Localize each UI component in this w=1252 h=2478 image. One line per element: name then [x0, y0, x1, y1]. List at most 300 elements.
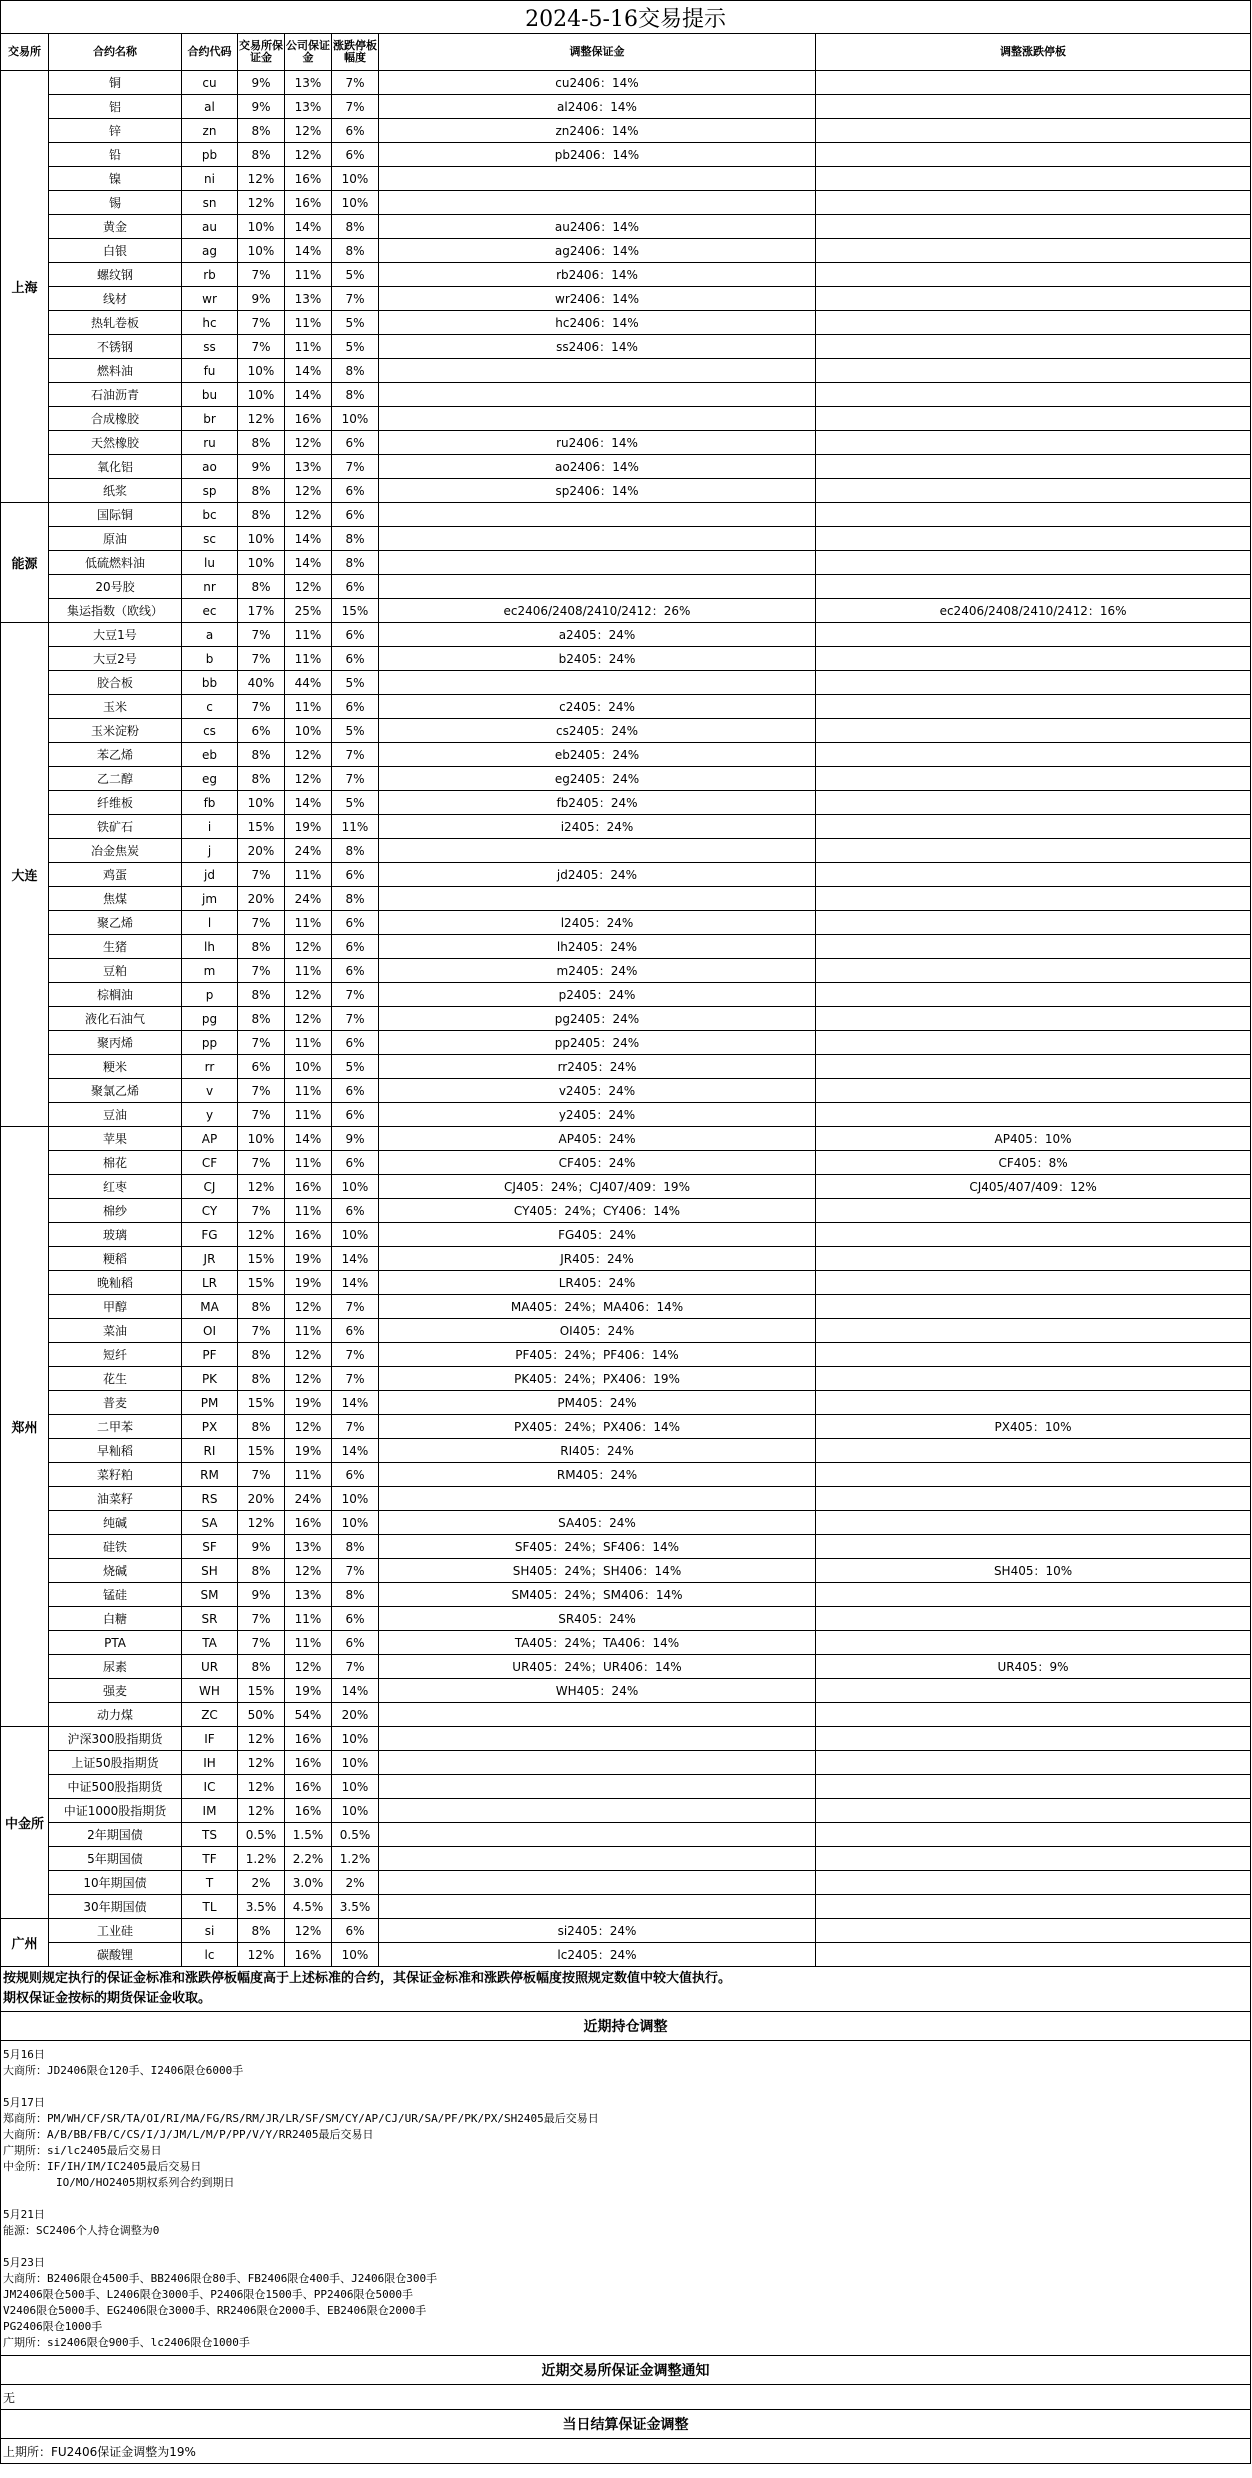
adjusted-margin-cell: JR405：24%	[379, 1247, 816, 1271]
contract-name-cell: 合成橡胶	[49, 407, 182, 431]
table-row	[1, 887, 1251, 911]
adjusted-margin-cell: CY405：24%；CY406：14%	[379, 1199, 816, 1223]
table-row	[1, 1703, 1251, 1727]
contract-name-cell: 聚丙烯	[49, 1031, 182, 1055]
contract-name-cell: 粳米	[49, 1055, 182, 1079]
table-row	[1, 1679, 1251, 1703]
adjusted-limit-cell	[816, 647, 1251, 671]
adjusted-limit-cell	[816, 503, 1251, 527]
table-row	[1, 263, 1251, 287]
contract-name-cell: 工业硅	[49, 1919, 182, 1943]
adjusted-limit-cell	[816, 1223, 1251, 1247]
adjusted-margin-cell	[379, 1727, 816, 1751]
adjusted-margin-cell: ss2406：14%	[379, 335, 816, 359]
adjusted-margin-cell	[379, 1751, 816, 1775]
adjusted-limit-cell	[816, 1007, 1251, 1031]
exchange-margin-cell: 12%	[238, 1943, 285, 1967]
price-limit-cell: 10%	[332, 1727, 379, 1751]
adjusted-margin-cell: b2405：24%	[379, 647, 816, 671]
adjusted-limit-cell	[816, 623, 1251, 647]
header-contract-name: 合约名称	[49, 34, 182, 71]
company-margin-cell: 11%	[285, 647, 332, 671]
adjusted-limit-cell	[816, 815, 1251, 839]
adjusted-margin-cell: RM405：24%	[379, 1463, 816, 1487]
table-row	[1, 119, 1251, 143]
adjusted-margin-cell: sp2406：14%	[379, 479, 816, 503]
table-row	[1, 527, 1251, 551]
table-row	[1, 1127, 1251, 1151]
contract-name-cell: 低硫燃料油	[49, 551, 182, 575]
company-margin-cell: 12%	[285, 935, 332, 959]
company-margin-cell: 19%	[285, 1247, 332, 1271]
exchange-margin-cell: 12%	[238, 1727, 285, 1751]
exchange-margin-cell: 8%	[238, 479, 285, 503]
price-limit-cell: 10%	[332, 1487, 379, 1511]
adjusted-limit-cell	[816, 191, 1251, 215]
contract-code-cell: OI	[182, 1319, 238, 1343]
contract-code-cell: nr	[182, 575, 238, 599]
exchange-margin-cell: 7%	[238, 1079, 285, 1103]
adjusted-limit-cell: CJ405/407/409：12%	[816, 1175, 1251, 1199]
adjusted-margin-cell	[379, 503, 816, 527]
company-margin-cell: 12%	[285, 119, 332, 143]
exchange-margin-cell: 12%	[238, 1775, 285, 1799]
contract-code-cell: si	[182, 1919, 238, 1943]
contract-code-cell: CY	[182, 1199, 238, 1223]
table-row	[1, 671, 1251, 695]
price-limit-cell: 6%	[332, 935, 379, 959]
contract-name-cell: 晚籼稻	[49, 1271, 182, 1295]
adjusted-limit-cell: CF405：8%	[816, 1151, 1251, 1175]
contract-code-cell: rb	[182, 263, 238, 287]
price-limit-cell: 10%	[332, 1799, 379, 1823]
header-price-limit: 涨跌停板幅度	[332, 34, 379, 71]
adjusted-margin-cell: ao2406：14%	[379, 455, 816, 479]
contract-name-cell: 锡	[49, 191, 182, 215]
table-row	[1, 479, 1251, 503]
contract-code-cell: UR	[182, 1655, 238, 1679]
adjusted-margin-cell	[379, 191, 816, 215]
exchange-margin-cell: 8%	[238, 1007, 285, 1031]
adjusted-limit-cell: UR405：9%	[816, 1655, 1251, 1679]
exchange-margin-cell: 8%	[238, 1559, 285, 1583]
contract-code-cell: SA	[182, 1511, 238, 1535]
adjusted-limit-cell	[816, 527, 1251, 551]
company-margin-cell: 11%	[285, 263, 332, 287]
exchange-margin-cell: 9%	[238, 1535, 285, 1559]
exchange-cell: 大连	[1, 623, 49, 1127]
price-limit-cell: 6%	[332, 959, 379, 983]
adjusted-limit-cell	[816, 695, 1251, 719]
contract-code-cell: ni	[182, 167, 238, 191]
company-margin-cell: 10%	[285, 719, 332, 743]
adjusted-limit-cell	[816, 311, 1251, 335]
contract-code-cell: AP	[182, 1127, 238, 1151]
header-adjusted-limit: 调整涨跌停板	[816, 34, 1251, 71]
adjusted-margin-cell: lh2405：24%	[379, 935, 816, 959]
price-limit-cell: 8%	[332, 1535, 379, 1559]
price-limit-cell: 6%	[332, 1103, 379, 1127]
adjusted-limit-cell	[816, 431, 1251, 455]
company-margin-cell: 12%	[285, 1559, 332, 1583]
contract-code-cell: TS	[182, 1823, 238, 1847]
contract-code-cell: hc	[182, 311, 238, 335]
table-row	[1, 1223, 1251, 1247]
adjusted-limit-cell	[816, 1463, 1251, 1487]
price-limit-cell: 8%	[332, 239, 379, 263]
company-margin-cell: 14%	[285, 383, 332, 407]
adjusted-limit-cell	[816, 71, 1251, 95]
table-row	[1, 719, 1251, 743]
contract-code-cell: ZC	[182, 1703, 238, 1727]
table-row	[1, 1079, 1251, 1103]
company-margin-cell: 44%	[285, 671, 332, 695]
adjusted-margin-cell: CF405：24%	[379, 1151, 816, 1175]
table-row	[1, 1271, 1251, 1295]
table-row	[1, 911, 1251, 935]
table-row	[1, 959, 1251, 983]
header-contract-code: 合约代码	[182, 34, 238, 71]
exchange-cell: 郑州	[1, 1127, 49, 1727]
contract-code-cell: PM	[182, 1391, 238, 1415]
contract-code-cell: T	[182, 1871, 238, 1895]
company-margin-cell: 11%	[285, 863, 332, 887]
company-margin-cell: 11%	[285, 695, 332, 719]
company-margin-cell: 12%	[285, 1007, 332, 1031]
contract-name-cell: 粳稻	[49, 1247, 182, 1271]
contract-name-cell: 普麦	[49, 1391, 182, 1415]
adjusted-limit-cell	[816, 983, 1251, 1007]
company-margin-cell: 19%	[285, 1271, 332, 1295]
exchange-margin-cell: 7%	[238, 863, 285, 887]
contract-name-cell: 动力煤	[49, 1703, 182, 1727]
price-limit-cell: 7%	[332, 455, 379, 479]
adjusted-margin-cell: CJ405：24%；CJ407/409：19%	[379, 1175, 816, 1199]
contract-code-cell: bb	[182, 671, 238, 695]
contract-name-cell: 纯碱	[49, 1511, 182, 1535]
price-limit-cell: 6%	[332, 1607, 379, 1631]
adjusted-margin-cell: zn2406：14%	[379, 119, 816, 143]
exchange-margin-cell: 7%	[238, 335, 285, 359]
contract-code-cell: sp	[182, 479, 238, 503]
contract-name-cell: 铁矿石	[49, 815, 182, 839]
contract-name-cell: 30年期国债	[49, 1895, 182, 1919]
company-margin-cell: 14%	[285, 215, 332, 239]
exchange-margin-cell: 7%	[238, 959, 285, 983]
adjusted-margin-cell: cu2406：14%	[379, 71, 816, 95]
price-limit-cell: 8%	[332, 527, 379, 551]
contract-name-cell: 纤维板	[49, 791, 182, 815]
table-row	[1, 935, 1251, 959]
contract-code-cell: jd	[182, 863, 238, 887]
company-margin-cell: 14%	[285, 791, 332, 815]
exchange-margin-cell: 7%	[238, 623, 285, 647]
exchange-margin-cell: 12%	[238, 1751, 285, 1775]
table-row	[1, 1871, 1251, 1895]
contract-name-cell: 5年期国债	[49, 1847, 182, 1871]
adjusted-margin-cell	[379, 407, 816, 431]
company-margin-cell: 16%	[285, 1775, 332, 1799]
adjusted-limit-cell	[816, 887, 1251, 911]
contract-code-cell: y	[182, 1103, 238, 1127]
adjusted-limit-cell	[816, 263, 1251, 287]
company-margin-cell: 54%	[285, 1703, 332, 1727]
contract-code-cell: SF	[182, 1535, 238, 1559]
exchange-margin-cell: 20%	[238, 839, 285, 863]
company-margin-cell: 12%	[285, 1367, 332, 1391]
exchange-margin-cell: 17%	[238, 599, 285, 623]
exchange-margin-cell: 7%	[238, 1607, 285, 1631]
adjusted-margin-cell: MA405：24%；MA406：14%	[379, 1295, 816, 1319]
settlement-text: 上期所：FU2406保证金调整为19%	[1, 2439, 1251, 2464]
company-margin-cell: 4.5%	[285, 1895, 332, 1919]
contract-name-cell: 沪深300股指期货	[49, 1727, 182, 1751]
adjusted-limit-cell	[816, 1439, 1251, 1463]
adjusted-margin-cell: AP405：24%	[379, 1127, 816, 1151]
exchange-margin-cell: 12%	[238, 1799, 285, 1823]
adjusted-limit-cell	[816, 1799, 1251, 1823]
price-limit-cell: 6%	[332, 431, 379, 455]
contract-name-cell: 燃料油	[49, 359, 182, 383]
exchange-margin-cell: 15%	[238, 1271, 285, 1295]
exchange-margin-cell: 8%	[238, 575, 285, 599]
contract-name-cell: 棉花	[49, 1151, 182, 1175]
company-margin-cell: 12%	[285, 503, 332, 527]
price-limit-cell: 14%	[332, 1271, 379, 1295]
company-margin-cell: 12%	[285, 983, 332, 1007]
company-margin-cell: 13%	[285, 1535, 332, 1559]
contract-name-cell: 乙二醇	[49, 767, 182, 791]
contract-code-cell: pb	[182, 143, 238, 167]
table-row	[1, 1007, 1251, 1031]
table-row	[1, 623, 1251, 647]
exchange-margin-cell: 7%	[238, 911, 285, 935]
adjusted-limit-cell	[816, 407, 1251, 431]
contract-code-cell: PF	[182, 1343, 238, 1367]
contract-name-cell: 聚乙烯	[49, 911, 182, 935]
exchange-margin-cell: 8%	[238, 1343, 285, 1367]
adjusted-margin-cell	[379, 1703, 816, 1727]
exchange-margin-cell: 8%	[238, 935, 285, 959]
adjusted-limit-cell	[816, 359, 1251, 383]
exchange-margin-cell: 8%	[238, 431, 285, 455]
company-margin-cell: 11%	[285, 911, 332, 935]
price-limit-cell: 10%	[332, 1511, 379, 1535]
adjusted-margin-cell: PM405：24%	[379, 1391, 816, 1415]
table-row	[1, 95, 1251, 119]
price-limit-cell: 15%	[332, 599, 379, 623]
table-row	[1, 575, 1251, 599]
adjusted-margin-cell: pb2406：14%	[379, 143, 816, 167]
table-row	[1, 1751, 1251, 1775]
exchange-margin-cell: 6%	[238, 719, 285, 743]
contract-name-cell: 不锈钢	[49, 335, 182, 359]
exchange-margin-cell: 15%	[238, 1439, 285, 1463]
company-margin-cell: 12%	[285, 1415, 332, 1439]
adjusted-margin-cell: hc2406：14%	[379, 311, 816, 335]
contract-name-cell: 石油沥青	[49, 383, 182, 407]
price-limit-cell: 7%	[332, 71, 379, 95]
price-limit-cell: 7%	[332, 1655, 379, 1679]
adjusted-limit-cell	[816, 1295, 1251, 1319]
price-limit-cell: 7%	[332, 983, 379, 1007]
adjusted-limit-cell	[816, 1103, 1251, 1127]
company-margin-cell: 10%	[285, 1055, 332, 1079]
exchange-margin-cell: 50%	[238, 1703, 285, 1727]
exchange-margin-cell: 8%	[238, 767, 285, 791]
company-margin-cell: 16%	[285, 1727, 332, 1751]
price-limit-cell: 6%	[332, 863, 379, 887]
price-limit-cell: 8%	[332, 383, 379, 407]
table-row	[1, 167, 1251, 191]
contract-code-cell: l	[182, 911, 238, 935]
price-limit-cell: 5%	[332, 1055, 379, 1079]
adjusted-margin-cell: c2405：24%	[379, 695, 816, 719]
contract-name-cell: 碳酸锂	[49, 1943, 182, 1967]
price-limit-cell: 7%	[332, 767, 379, 791]
price-limit-cell: 8%	[332, 1583, 379, 1607]
adjusted-limit-cell	[816, 935, 1251, 959]
price-limit-cell: 14%	[332, 1247, 379, 1271]
company-margin-cell: 11%	[285, 1079, 332, 1103]
contract-code-cell: RM	[182, 1463, 238, 1487]
table-row	[1, 311, 1251, 335]
table-row	[1, 1439, 1251, 1463]
adjusted-limit-cell	[816, 1847, 1251, 1871]
price-limit-cell: 5%	[332, 263, 379, 287]
adjusted-limit-cell	[816, 1607, 1251, 1631]
price-limit-cell: 10%	[332, 1775, 379, 1799]
contract-name-cell: PTA	[49, 1631, 182, 1655]
contract-code-cell: ss	[182, 335, 238, 359]
adjusted-limit-cell	[816, 791, 1251, 815]
price-limit-cell: 10%	[332, 407, 379, 431]
adjusted-margin-cell: wr2406：14%	[379, 287, 816, 311]
adjusted-limit-cell	[816, 95, 1251, 119]
table-row	[1, 455, 1251, 479]
table-row	[1, 1559, 1251, 1583]
contract-name-cell: 豆油	[49, 1103, 182, 1127]
contract-name-cell: 油菜籽	[49, 1487, 182, 1511]
exchange-margin-cell: 7%	[238, 1199, 285, 1223]
contract-name-cell: 黄金	[49, 215, 182, 239]
exchange-margin-cell: 10%	[238, 359, 285, 383]
adjusted-margin-cell: eg2405：24%	[379, 767, 816, 791]
contract-code-cell: TF	[182, 1847, 238, 1871]
contract-name-cell: 集运指数（欧线）	[49, 599, 182, 623]
company-margin-cell: 24%	[285, 1487, 332, 1511]
adjusted-margin-cell	[379, 1775, 816, 1799]
exchange-margin-cell: 7%	[238, 263, 285, 287]
adjusted-margin-cell	[379, 527, 816, 551]
company-margin-cell: 3.0%	[285, 1871, 332, 1895]
price-limit-cell: 14%	[332, 1679, 379, 1703]
adjusted-margin-cell: au2406：14%	[379, 215, 816, 239]
contract-code-cell: wr	[182, 287, 238, 311]
contract-code-cell: JR	[182, 1247, 238, 1271]
header-row	[1, 34, 1251, 71]
exchange-margin-cell: 7%	[238, 695, 285, 719]
price-limit-cell: 5%	[332, 719, 379, 743]
company-margin-cell: 12%	[285, 479, 332, 503]
adjusted-limit-cell	[816, 1031, 1251, 1055]
table-row	[1, 551, 1251, 575]
adjusted-margin-cell: y2405：24%	[379, 1103, 816, 1127]
adjusted-limit-cell	[816, 575, 1251, 599]
company-margin-cell: 11%	[285, 311, 332, 335]
price-limit-cell: 7%	[332, 1367, 379, 1391]
adjusted-limit-cell	[816, 1823, 1251, 1847]
exchange-margin-cell: 7%	[238, 1103, 285, 1127]
adjusted-margin-cell: SM405：24%；SM406：14%	[379, 1583, 816, 1607]
adjusted-margin-cell	[379, 359, 816, 383]
contract-name-cell: 冶金焦炭	[49, 839, 182, 863]
exchange-margin-cell: 10%	[238, 791, 285, 815]
contract-code-cell: SR	[182, 1607, 238, 1631]
price-limit-cell: 5%	[332, 311, 379, 335]
adjusted-limit-cell	[816, 215, 1251, 239]
exchange-margin-cell: 8%	[238, 1655, 285, 1679]
company-margin-cell: 11%	[285, 1151, 332, 1175]
exchange-margin-cell: 10%	[238, 215, 285, 239]
exchange-margin-cell: 12%	[238, 407, 285, 431]
table-row	[1, 335, 1251, 359]
table-row	[1, 1319, 1251, 1343]
adjusted-limit-cell	[816, 1199, 1251, 1223]
adjusted-margin-cell: SH405：24%；SH406：14%	[379, 1559, 816, 1583]
company-margin-cell: 24%	[285, 839, 332, 863]
price-limit-cell: 5%	[332, 335, 379, 359]
adjusted-margin-cell	[379, 1847, 816, 1871]
contract-name-cell: 菜籽粕	[49, 1463, 182, 1487]
adjusted-limit-cell	[816, 1919, 1251, 1943]
adjusted-limit-cell	[816, 1895, 1251, 1919]
contract-code-cell: sc	[182, 527, 238, 551]
adjusted-limit-cell	[816, 719, 1251, 743]
adjusted-limit-cell	[816, 455, 1251, 479]
contract-code-cell: lu	[182, 551, 238, 575]
contract-code-cell: ec	[182, 599, 238, 623]
adjusted-limit-cell	[816, 1535, 1251, 1559]
contract-code-cell: TL	[182, 1895, 238, 1919]
contract-code-cell: sn	[182, 191, 238, 215]
company-margin-cell: 11%	[285, 1031, 332, 1055]
contract-name-cell: 玉米淀粉	[49, 719, 182, 743]
exchange-margin-cell: 12%	[238, 1175, 285, 1199]
adjusted-margin-cell: pg2405：24%	[379, 1007, 816, 1031]
adjusted-limit-cell: AP405：10%	[816, 1127, 1251, 1151]
contract-name-cell: 大豆2号	[49, 647, 182, 671]
price-limit-cell: 6%	[332, 1151, 379, 1175]
exchange-margin-cell: 9%	[238, 95, 285, 119]
contract-code-cell: LR	[182, 1271, 238, 1295]
exchange-margin-cell: 15%	[238, 1391, 285, 1415]
header-adjusted-margin: 调整保证金	[379, 34, 816, 71]
adjusted-margin-cell: SR405：24%	[379, 1607, 816, 1631]
contract-code-cell: ao	[182, 455, 238, 479]
adjusted-margin-cell	[379, 1895, 816, 1919]
adjusted-limit-cell	[816, 479, 1251, 503]
contract-name-cell: 锰硅	[49, 1583, 182, 1607]
contract-name-cell: 烧碱	[49, 1559, 182, 1583]
contract-code-cell: RI	[182, 1439, 238, 1463]
company-margin-cell: 12%	[285, 1919, 332, 1943]
table-row	[1, 1895, 1251, 1919]
table-row	[1, 1799, 1251, 1823]
contract-code-cell: rr	[182, 1055, 238, 1079]
adjusted-limit-cell	[816, 119, 1251, 143]
company-margin-cell: 14%	[285, 527, 332, 551]
